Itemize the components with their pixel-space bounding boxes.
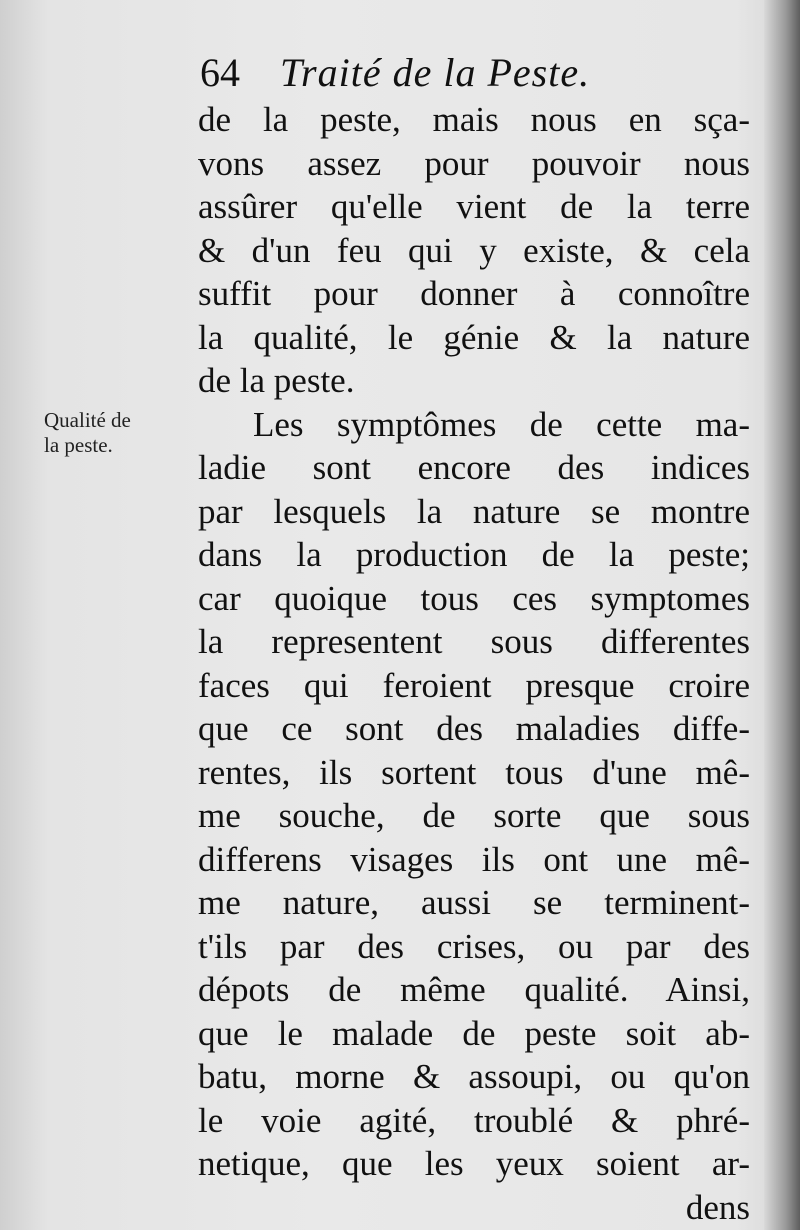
text-line: me nature, aussi se terminent- — [198, 883, 750, 922]
running-header — [200, 48, 590, 98]
text-line: netique, que les yeux soient ar- — [198, 1144, 750, 1183]
book-spine-shadow — [764, 0, 800, 1230]
text-line: dans la production de la peste; — [198, 535, 750, 574]
marginal-note-line: Qualité de — [44, 408, 131, 432]
text-line: rentes, ils sortent tous d'une mê- — [198, 752, 750, 792]
text-line: par lesquels la nature se montre — [198, 491, 750, 531]
text-line: de la peste. — [198, 361, 355, 400]
marginal-note-line: la peste. — [44, 433, 113, 457]
text-line: vons assez pour pouvoir nous — [198, 143, 750, 183]
text-line: car quoique tous ces symptomes — [198, 578, 750, 618]
catchword: dens — [685, 1187, 750, 1227]
text-line: ladie sont encore des indices — [198, 448, 750, 487]
text-line: batu, morne & assoupi, ou qu'on — [198, 1057, 750, 1096]
text-line: la representent sous differentes — [198, 622, 750, 661]
body-text — [198, 98, 750, 1229]
text-line: & d'un feu qui y existe, & cela — [198, 230, 750, 270]
text-line: dépots de même qualité. Ainsi, — [198, 970, 750, 1009]
marginal-note — [44, 408, 204, 458]
page-number: 64 — [200, 50, 240, 95]
text-line: le voie agité, troublé & phré- — [198, 1100, 750, 1140]
text-line: que ce sont des maladies diffe- — [198, 709, 750, 748]
text-line: de la peste, mais nous en sça- — [198, 100, 750, 139]
text-line: assûrer qu'elle vient de la terre — [198, 187, 750, 226]
text-line: differens visages ils ont une mê- — [198, 839, 750, 879]
text-line: t'ils par des crises, ou par des — [198, 926, 750, 966]
text-line: me souche, de sorte que sous — [198, 796, 750, 835]
paragraph-start-line: Les symptômes de cette ma- — [253, 404, 750, 444]
text-line: faces qui feroient presque croire — [198, 665, 750, 705]
text-line: suffit pour donner à connoître — [198, 274, 750, 313]
text-line: la qualité, le génie & la nature — [198, 317, 750, 357]
running-title: Traité de la Peste. — [280, 50, 591, 95]
text-line: que le malade de peste soit ab- — [198, 1013, 750, 1053]
